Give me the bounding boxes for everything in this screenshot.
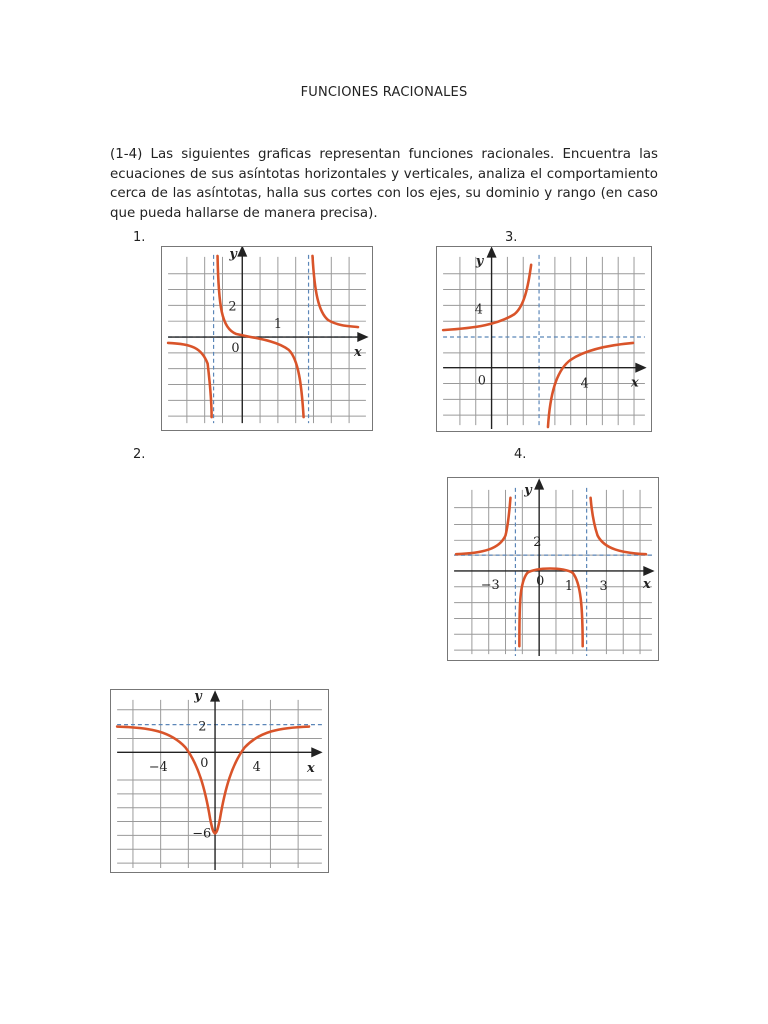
graph-4-tick-y: 2 <box>533 535 542 551</box>
problem-number-1: 1. <box>133 230 146 245</box>
graph-3-svg <box>437 247 651 431</box>
graph-4-tick-x2: 3 <box>599 578 608 594</box>
graph-3 <box>436 246 652 432</box>
graph-2-x-label: x <box>307 761 315 777</box>
graph-1-tick-y: 2 <box>228 299 237 315</box>
graph-4-x-label: x <box>643 576 651 592</box>
graph-2-tick-x-neg: −4 <box>148 760 168 776</box>
graph-4-grid <box>454 490 652 654</box>
graph-4-tick-x-neg: −3 <box>480 577 500 593</box>
graph-1-svg <box>162 247 372 430</box>
graph-1 <box>161 246 373 431</box>
graph-3-tick-x: 4 <box>580 376 589 392</box>
page-title: FUNCIONES RACIONALES <box>300 85 468 100</box>
problem-number-3: 3. <box>505 230 518 245</box>
graph-2-svg <box>111 690 328 872</box>
problem-number-2: 2. <box>133 447 146 462</box>
graph-2-origin-label: 0 <box>200 756 209 772</box>
graph-2-tick-y: 2 <box>198 719 207 735</box>
graph-4-curve <box>456 498 646 646</box>
graph-3-grid <box>443 257 645 425</box>
graph-1-x-label: x <box>354 344 362 360</box>
graph-3-origin-label: 0 <box>477 373 486 389</box>
graph-1-origin-label: 0 <box>231 340 240 356</box>
graph-2-y-label: y <box>194 690 202 704</box>
graph-3-asymptotes <box>443 255 645 427</box>
graph-1-y-label: y <box>229 247 237 262</box>
graph-2 <box>110 689 329 873</box>
graph-2-axes <box>117 692 321 870</box>
graph-3-y-label: y <box>475 253 484 269</box>
graph-3-x-label: x <box>631 375 639 391</box>
graph-3-axes <box>443 248 645 429</box>
graph-2-tick-x: 4 <box>252 760 261 776</box>
graph-4-svg <box>448 478 658 660</box>
graph-4-asymptotes <box>454 488 652 656</box>
graph-2-tick-y-neg: −6 <box>192 826 212 842</box>
graph-4-origin-label: 0 <box>536 573 545 589</box>
graph-1-tick-x: 1 <box>273 317 283 333</box>
graph-4-tick-x: 1 <box>564 578 574 594</box>
instructions-paragraph: (1-4) Las siguientes graficas representan funciones racionales. Encuentra las ecuaciones de sus asíntotas horizontales y verticales, analiza el comportamiento cerca de las asíntotas, halla sus cortes con los ejes, su dominio y rango (en caso que pueda hallarse de manera precisa). <box>110 147 658 221</box>
problem-number-4: 4. <box>514 447 527 462</box>
graph-3-tick-y: 4 <box>474 302 483 318</box>
graph-4 <box>447 477 659 661</box>
graph-4-y-label: y <box>524 482 532 498</box>
graph-1-asymptotes <box>168 255 366 423</box>
